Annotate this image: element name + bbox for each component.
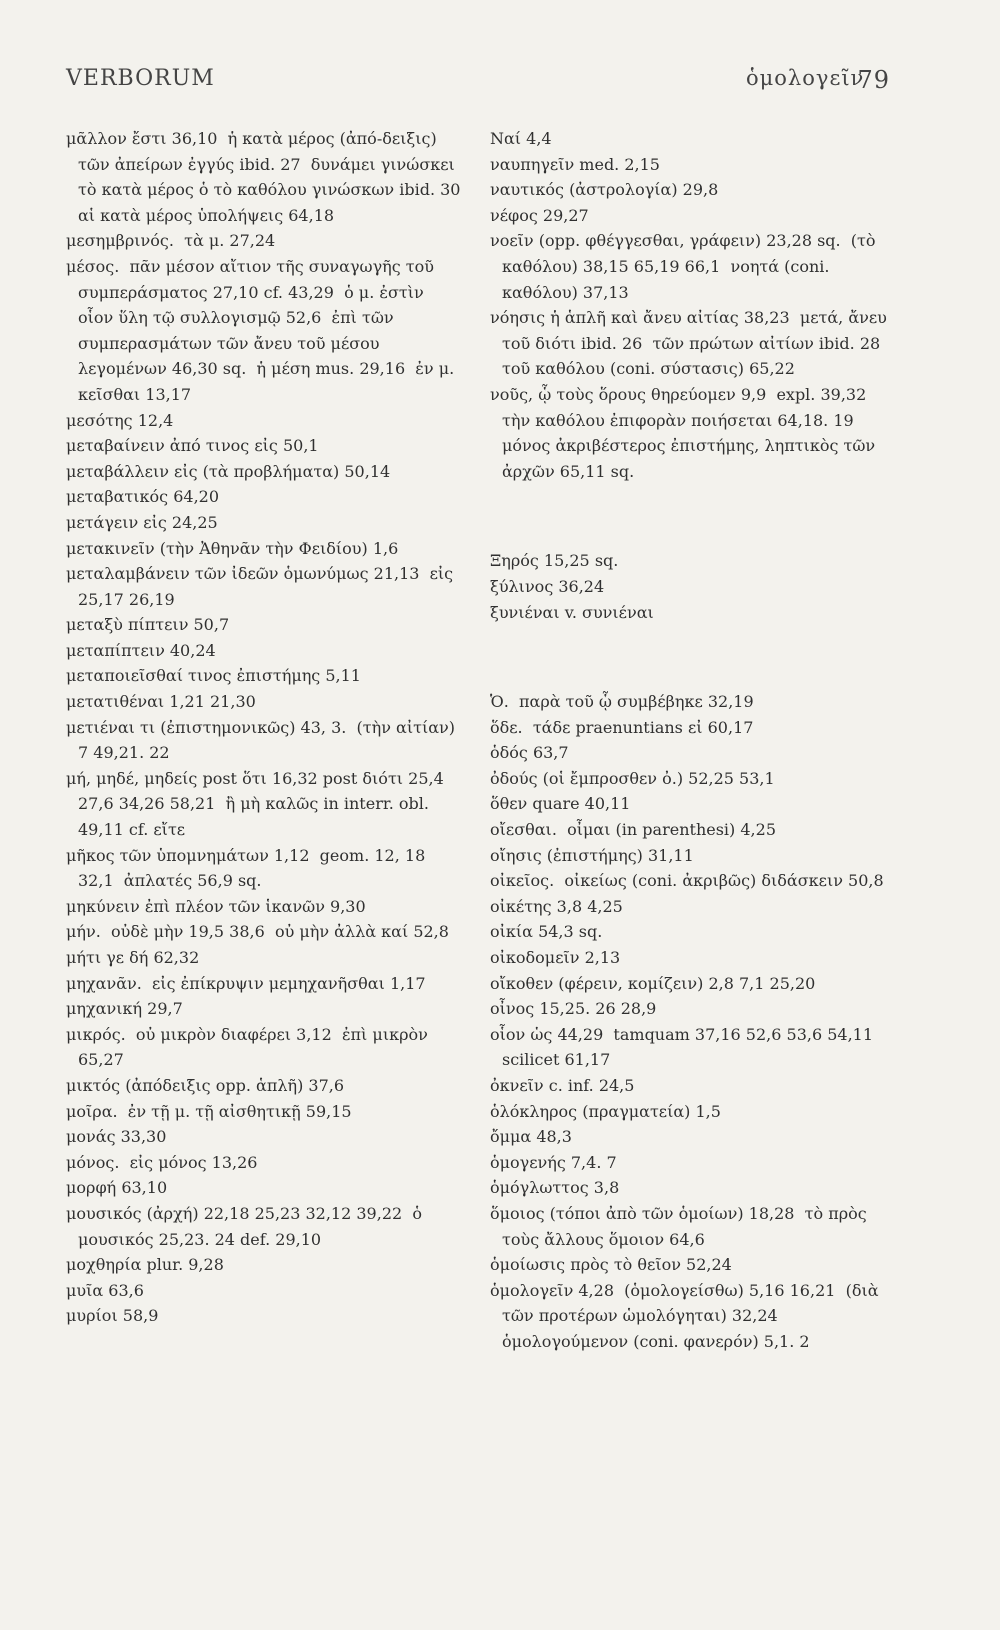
header-title: VERBORUM <box>66 66 215 91</box>
index-entry: μονάς 33,30 <box>66 1127 167 1147</box>
index-entry: μικρός. οὐ μικρὸν διαφέρει 3,12 ἐπὶ μικρὸν 65,27 <box>66 1024 433 1070</box>
entry-group-omicron <box>490 689 890 1354</box>
index-entry: οἷον ὡς 44,29 tamquam 37,16 52,6 53,6 54,11 scilicet 61,17 <box>490 1024 884 1070</box>
entry-group-xi <box>490 548 890 625</box>
index-entry: Ὁ. παρὰ τοῦ ᾧ συμβέβηκε 32,19 <box>490 692 754 712</box>
index-entry: ναυτικός (ἀστρολογία) 29,8 <box>490 180 719 200</box>
index-entry: μεταβαίνειν ἀπό τινος εἰς 50,1 <box>66 436 319 456</box>
index-entry: μετιέναι τι (ἐπιστημονικῶς) 43, 3. (τὴν αἰτίαν) 7 49,21. 22 <box>66 717 461 763</box>
index-entry: οἴησις (ἐπιστήμης) 31,11 <box>490 845 694 865</box>
index-entry: ὁδός 63,7 <box>490 743 569 763</box>
running-header <box>66 66 890 98</box>
index-entry: μουσικός (ἀρχή) 22,18 25,23 32,12 39,22 ὁ μουσικός 25,23. 24 def. 29,10 <box>66 1203 428 1249</box>
index-entry: οἰκεῖος. οἰκείως (coni. ἀκριβῶς) διδάσκειν 50,8 <box>490 871 884 891</box>
index-entry: μοχθηρία plur. 9,28 <box>66 1255 224 1275</box>
index-entry: νοεῖν (opp. φθέγγεσθαι, γράφειν) 23,28 sq. (τὸ καθόλου) 38,15 65,19 66,1 νοητά (coni. καθόλου) 37,13 <box>490 231 881 302</box>
index-entry: μικτός (ἀπόδειξις opp. ἁπλῆ) 37,6 <box>66 1075 345 1095</box>
index-entry: μυρίοι 58,9 <box>66 1306 159 1326</box>
index-entry: ὁμογενής 7,4. 7 <box>490 1152 617 1172</box>
index-entry: μήν. οὐδὲ μὴν 19,5 38,6 οὐ μὴν ἀλλὰ καί 52,8 <box>66 922 449 942</box>
index-entry: μή, μηδέ, μηδείς post ὅτι 16,32 post διότι 25,4 27,6 34,26 58,21 ἢ μὴ καλῶς in interr. obl. 49,11 cf. εἴτε <box>66 768 449 840</box>
index-entry: ὁλόκληρος (πραγματεία) 1,5 <box>490 1101 721 1121</box>
index-entry: νόησις ἡ ἁπλῆ καὶ ἄνευ αἰτίας 38,23 μετά, ἄνευ τοῦ διότι ibid. 26 τῶν πρώτων αἰτίων ibid. 28 τοῦ καθόλου (coni. σύστασις) 65,22 <box>490 308 892 379</box>
index-entry: ὄμμα 48,3 <box>490 1127 572 1147</box>
index-entry: μετακινεῖν (τὴν Ἀθηνᾶν τὴν Φειδίου) 1,6 <box>66 538 399 558</box>
index-entry: ναυπηγεῖν med. 2,15 <box>490 154 660 174</box>
index-entry: μεσημβρινός. τὰ μ. 27,24 <box>66 231 276 251</box>
left-column <box>66 126 471 1329</box>
index-entry: μορφή 63,10 <box>66 1178 168 1198</box>
index-entry: ὀκνεῖν c. inf. 24,5 <box>490 1076 635 1095</box>
index-entry: ὅδε. τάδε praenuntians εἰ 60,17 <box>490 717 754 737</box>
index-entry: μοῖρα. ἐν τῇ μ. τῇ αἰσθητικῇ 59,15 <box>66 1101 352 1121</box>
index-entry: μέσος. πᾶν μέσον αἴτιον τῆς συναγωγῆς τοῦ συμπεράσματος 27,10 cf. 43,29 ὁ μ. ἐστὶν οἷον ὕλη τῷ συλλογισμῷ 52,6 ἐπὶ τῶν συμπερασμάτων τῶν ἄνευ τοῦ μέσου λεγομένων 46,30 sq. ἡ μέση mus. 29,16 ἐν μ. κεῖσθαι 13,17 <box>66 256 460 404</box>
index-entry: μῆκος τῶν ὑπομνημάτων 1,12 geom. 12, 18 32,1 ἀπλατές 56,9 sq. <box>66 845 431 891</box>
index-entry: ξυνιέναι v. συνιέναι <box>490 602 654 622</box>
index-entry: νέφος 29,27 <box>490 205 589 225</box>
index-entry: μεταποιεῖσθαί τινος ἐπιστήμης 5,11 <box>66 666 361 686</box>
index-entry: ὁμολογεῖν 4,28 (ὁμολογείσθω) 5,16 16,21 (διὰ τῶν προτέρων ὡμολόγηται) 32,24 ὁμολογούμενον (coni. φανερόν) 5,1. 2 <box>490 1280 884 1351</box>
index-entry: οἰκία 54,3 sq. <box>490 922 603 942</box>
index-entry: ὁμοίωσις πρὸς τὸ θεῖον 52,24 <box>490 1255 732 1275</box>
index-entry: μυῖα 63,6 <box>66 1280 144 1300</box>
index-entry: ὅθεν quare 40,11 <box>490 794 631 814</box>
index-entry: Ναί 4,4 <box>490 129 552 148</box>
index-entry: μήτι γε δή 62,32 <box>66 948 200 967</box>
group-spacer <box>490 625 890 689</box>
index-entry: μεταβατικός 64,20 <box>66 487 220 507</box>
index-entry: μᾶλλον ἔστι 36,10 ἡ κατὰ μέρος (ἀπό-δειξις) τῶν ἀπείρων ἐγγύς ibid. 27 δυνάμει γινώσκει τὸ κατὰ μέρος ὁ τὸ καθόλου γινώσκων ibid. 30 αἱ κατὰ μέρος ὑπολήψεις 64,18 <box>66 129 471 225</box>
index-entry: ὅμοιος (τόποι ἀπὸ τῶν ὁμοίων) 18,28 τὸ πρὸς τοὺς ἄλλους ὅμοιον 64,6 <box>490 1203 872 1249</box>
index-entry: μεσότης 12,4 <box>66 410 174 430</box>
index-entry: οἴκοθεν (φέρειν, κομίζειν) 2,8 7,1 25,20 <box>490 973 816 993</box>
group-spacer <box>490 484 890 548</box>
index-entry: μεταλαμβάνειν τῶν ἰδεῶν ὁμωνύμως 21,13 εἰς 25,17 26,19 <box>66 564 459 609</box>
index-entry: μηκύνειν ἐπὶ πλέον τῶν ἱκανῶν 9,30 <box>66 896 366 916</box>
index-entry: νοῦς, ᾧ τοὺς ὅρους θηρεύομεν 9,9 expl. 39,32 τὴν καθόλου ἐπιφορὰν ποιήσεται 64,18. 19 μόνος ἀκριβέστερος ἐπιστήμης, ληπτικὸς τῶν ἀρχῶν 65,11 sq. <box>490 384 881 481</box>
header-catchword: ὁμολογεῖν <box>746 66 865 90</box>
right-column <box>490 126 890 1355</box>
index-entry: μεταβάλλειν εἰς (τὰ προβλήματα) 50,14 <box>66 461 391 481</box>
index-entry: οἰκέτης 3,8 4,25 <box>490 896 623 916</box>
index-entry: μηχανική 29,7 <box>66 999 183 1019</box>
index-entry: μεταπίπτειν 40,24 <box>66 640 216 660</box>
index-entry: οἶνος 15,25. 26 28,9 <box>490 999 657 1019</box>
index-entry: Ξηρός 15,25 sq. <box>490 551 619 571</box>
index-entry: οἴεσθαι. οἶμαι (in parenthesi) 4,25 <box>490 820 776 840</box>
index-entry: μετάγειν εἰς 24,25 <box>66 512 218 532</box>
index-entry: οἰκοδομεῖν 2,13 <box>490 948 621 968</box>
index-entry: μεταξὺ πίπτειν 50,7 <box>66 615 230 635</box>
index-entry: μετατιθέναι 1,21 21,30 <box>66 692 256 712</box>
page-number: 79 <box>857 66 890 94</box>
index-entry: ξύλινος 36,24 <box>490 576 605 596</box>
entry-group-nu <box>490 126 890 484</box>
index-entry: ὀδούς (οἱ ἔμπροσθεν ὀ.) 52,25 53,1 <box>490 768 775 788</box>
index-entry: μηχανᾶν. εἰς ἐπίκρυψιν μεμηχανῆσθαι 1,17 <box>66 973 426 993</box>
index-entry: μόνος. εἰς μόνος 13,26 <box>66 1152 258 1172</box>
index-entry: ὁμόγλωττος 3,8 <box>490 1178 620 1198</box>
